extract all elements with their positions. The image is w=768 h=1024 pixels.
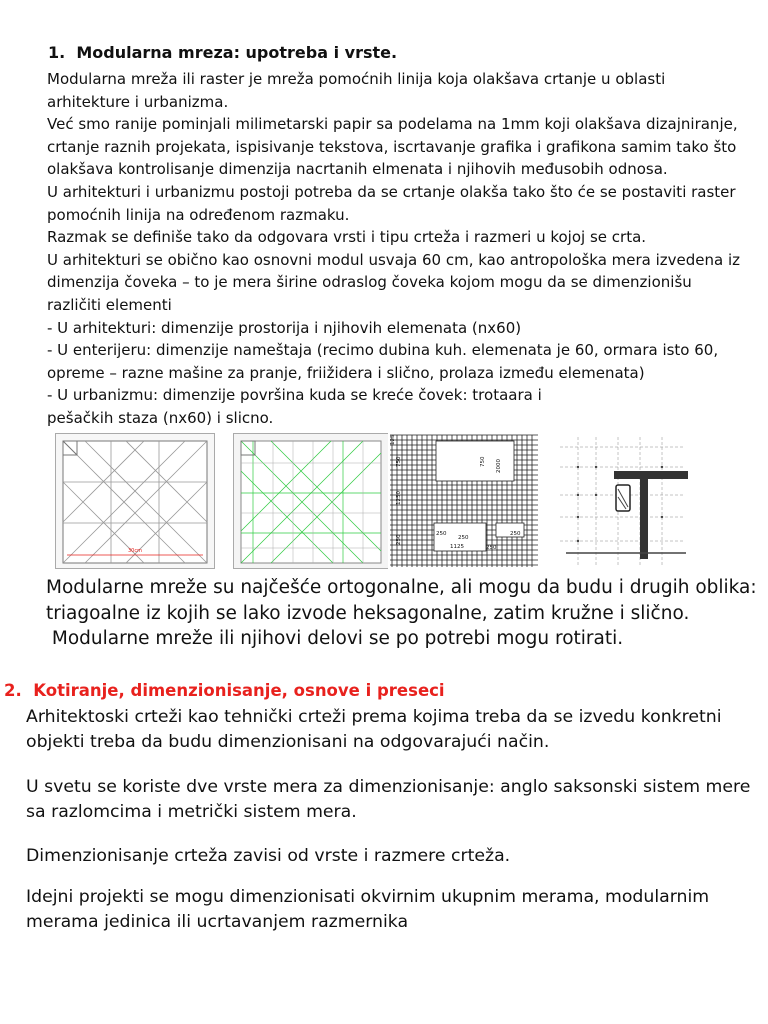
text-line: U arhitekturi i urbanizmu postoji potreba da se crtanje olakša tako što će se postaviti raster: [47, 182, 736, 201]
text-line: opreme – razne mašine za pranje, friižidera i slično, prolaza između elemenata): [47, 363, 645, 382]
dim-label: 250: [458, 535, 469, 541]
text-line: različiti elementi: [47, 295, 172, 314]
text-line: - U arhitekturi: dimenzije prostorija i njihovih elemenata (nx60): [47, 318, 522, 337]
dim-label: 250: [510, 531, 521, 537]
text-line: U svetu se koriste dve vrste mera za dimenzionisanje: anglo saksonski sistem mere: [26, 777, 751, 797]
section-2-heading: [4, 681, 445, 700]
text-line: Modularne mreže ili njihovi delovi se po potrebi mogu rotirati.: [46, 628, 624, 649]
text-line: Idejni projekti se mogu dimenzionisati okvirnim ukupnim merama, modularnim: [26, 887, 710, 907]
dim-label: 1125: [450, 544, 464, 550]
text-line: Razmak se definiše tako da odgovara vrsti i tipu crteža i razmeri u kojoj se crta.: [47, 228, 647, 247]
dim-label: 125: [390, 434, 396, 445]
section-1-heading: [48, 43, 397, 62]
dim-label: 2000: [496, 459, 502, 473]
text-line: - U enterijeru: dimenzije nameštaja (recimo dubina kuh. elemenata je 60, ormara isto 60,: [47, 341, 719, 360]
text-line: olakšava kontrolisanje dimenzija nacrtanih elmenata i njihovih međusobih odnosa.: [47, 160, 668, 179]
section-1-body: [47, 68, 741, 430]
text-line: - U urbanizmu: dimenzije površina kuda se kreće čovek: trotaara i: [47, 386, 542, 405]
section-2-paragraph: [26, 775, 750, 826]
section-2-paragraph: [26, 844, 510, 869]
text-line: triagoalne iz kojih se lako izvode heksagonalne, zatim kružne i slično.: [46, 602, 690, 624]
dim-label: 250: [436, 531, 447, 537]
section-1-number: 1.: [48, 43, 66, 62]
text-line: merama jedinica ili ucrtavanjem razmernika: [26, 912, 409, 933]
text-line: pomoćnih linija na određenom razmaku.: [47, 205, 350, 224]
dim-label: 750: [396, 456, 402, 467]
text-line: crtanje raznih projekata, ispisivanje tekstova, iscrtavanje grafika i grafikona samim tako što: [47, 137, 737, 156]
modular-grid-note: [46, 575, 757, 652]
text-line: Dimenzionisanje crteža zavisi od vrste i razmere crteža.: [26, 846, 511, 866]
figure-diagonal-grid: [55, 433, 215, 569]
dim-label: 250: [396, 534, 402, 545]
text-line: arhitekture i urbanizma.: [47, 92, 229, 111]
text-line: Već smo ranije pominjali milimetarski papir sa podelama na 1mm koji olakšava dizajniranje,: [47, 115, 738, 134]
section-2-title: Kotiranje, dimenzionisanje, osnove i preseci: [33, 681, 445, 700]
figure-green-grid: [233, 433, 389, 569]
text-line: U arhitekturi se obično kao osnovni modul usvaja 60 cm, kao antropološka mera izvedena iz: [47, 250, 741, 269]
section-1-title: Modularna mreza: upotreba i vrste.: [76, 43, 398, 62]
text-line: sa razlomcima i metrički sistem mera.: [26, 802, 357, 823]
figure-dimension-label: 30cm: [128, 548, 142, 554]
text-line: pešačkih staza (nx60) i slicno.: [47, 408, 274, 427]
section-2-paragraph: [26, 885, 709, 936]
section-2-number: 2.: [4, 681, 22, 700]
text-line: Modularne mreže su najčešće ortogonalne, ali mogu da budu i drugih oblika:: [46, 577, 757, 598]
text-line: Arhitektoski crteži kao tehnički crteži prema kojima treba da se izvedu konkretni: [26, 707, 722, 727]
section-2-paragraph: [26, 705, 722, 756]
text-line: Modularna mreža ili raster je mreža pomoćnih linija koja olakšava crtanje u oblasti: [47, 70, 666, 88]
dim-label: 250: [486, 545, 497, 551]
text-line: dimenzija čoveka – to je mera širine odraslog čoveka kojom mogu da se dimenzionišu: [47, 273, 692, 292]
text-line: objekti treba da budu dimenzionisani na odgovarajući način.: [26, 732, 550, 753]
dim-label: 750: [480, 456, 486, 467]
figure-dimension-grid: [388, 433, 540, 569]
figure-plan-detail: [556, 433, 688, 569]
dim-label: 1250: [396, 491, 402, 505]
